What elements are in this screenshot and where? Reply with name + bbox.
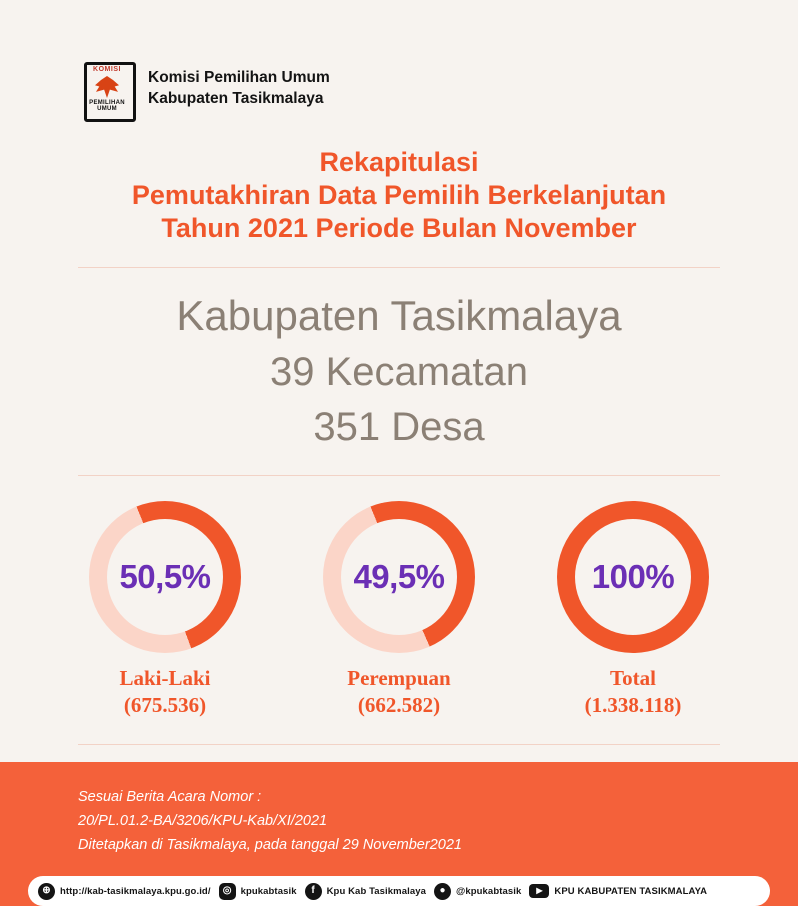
donut-label-male: Laki-Laki [119, 666, 211, 691]
social-youtube-label: KPU KABUPATEN TASIKMALAYA [554, 885, 708, 897]
footer-line-3: Ditetapkan di Tasikmalaya, pada tanggal 29 November2021 [78, 837, 462, 854]
donut-label-total: Total [610, 666, 656, 691]
region-summary [0, 289, 798, 453]
instagram-icon: ◎ [219, 883, 236, 900]
social-bar [28, 876, 770, 906]
social-twitter[interactable] [434, 883, 521, 900]
footer [0, 762, 798, 906]
page-title [0, 146, 798, 245]
footer-line-1: Sesuai Berita Acara Nomor : [78, 789, 262, 806]
logo-bottom-text: PEMILIHAN UMUM [89, 100, 125, 112]
region-districts: 39 Kecamatan [270, 349, 528, 394]
donut-total [542, 501, 724, 718]
donut-label-female: Perempuan [347, 666, 451, 691]
logo-top-text: KOMISI [93, 66, 121, 73]
title-line-1: Rekapitulasi [319, 147, 479, 177]
donut-ring-female [323, 501, 475, 653]
donut-caption-male [119, 665, 210, 718]
donut-female [308, 501, 490, 718]
donut-ring-total [557, 501, 709, 653]
donut-caption-total [585, 665, 682, 718]
twitter-icon: ● [434, 883, 451, 900]
social-website[interactable] [38, 883, 211, 900]
footer-line-2: 20/PL.01.2-BA/3206/KPU-Kab/XI/2021 [78, 813, 328, 830]
region-villages: 351 Desa [313, 405, 485, 450]
donut-chart-group [0, 501, 798, 718]
kpu-logo-icon [78, 58, 136, 120]
title-line-2: Pemutakhiran Data Pemilih Berkelanjutan [131, 179, 667, 210]
header [0, 0, 798, 120]
social-facebook[interactable] [305, 883, 426, 900]
donut-male [74, 501, 256, 718]
social-twitter-label: @kpukabtasik [456, 885, 522, 897]
donut-ring-male [89, 501, 241, 653]
youtube-icon: ▶ [529, 884, 549, 898]
org-line-1: Komisi Pemilihan Umum [148, 69, 330, 87]
donut-caption-female [347, 665, 450, 718]
social-instagram-label: kpukabtasik [240, 885, 297, 897]
social-website-label: http://kab-tasikmalaya.kpu.go.id/ [60, 885, 211, 897]
footer-note [0, 786, 798, 858]
globe-icon: ⊕ [38, 883, 55, 900]
donut-count-male: (675.536) [123, 692, 207, 717]
region-name: Kabupaten Tasikmalaya [176, 292, 622, 340]
social-youtube[interactable] [529, 884, 707, 898]
organization-name [148, 68, 330, 110]
donut-percent-total: 100% [591, 558, 675, 596]
donut-count-total: (1.338.118) [584, 692, 682, 717]
facebook-icon: f [305, 883, 322, 900]
title-line-3: Tahun 2021 Periode Bulan November [161, 212, 637, 243]
social-facebook-label: Kpu Kab Tasikmalaya [326, 885, 426, 897]
org-line-2: Kabupaten Tasikmalaya [148, 90, 324, 107]
donut-count-female: (662.582) [357, 692, 441, 717]
donut-percent-female: 49,5% [353, 558, 445, 596]
donut-percent-male: 50,5% [119, 558, 211, 596]
social-instagram[interactable] [219, 883, 297, 900]
